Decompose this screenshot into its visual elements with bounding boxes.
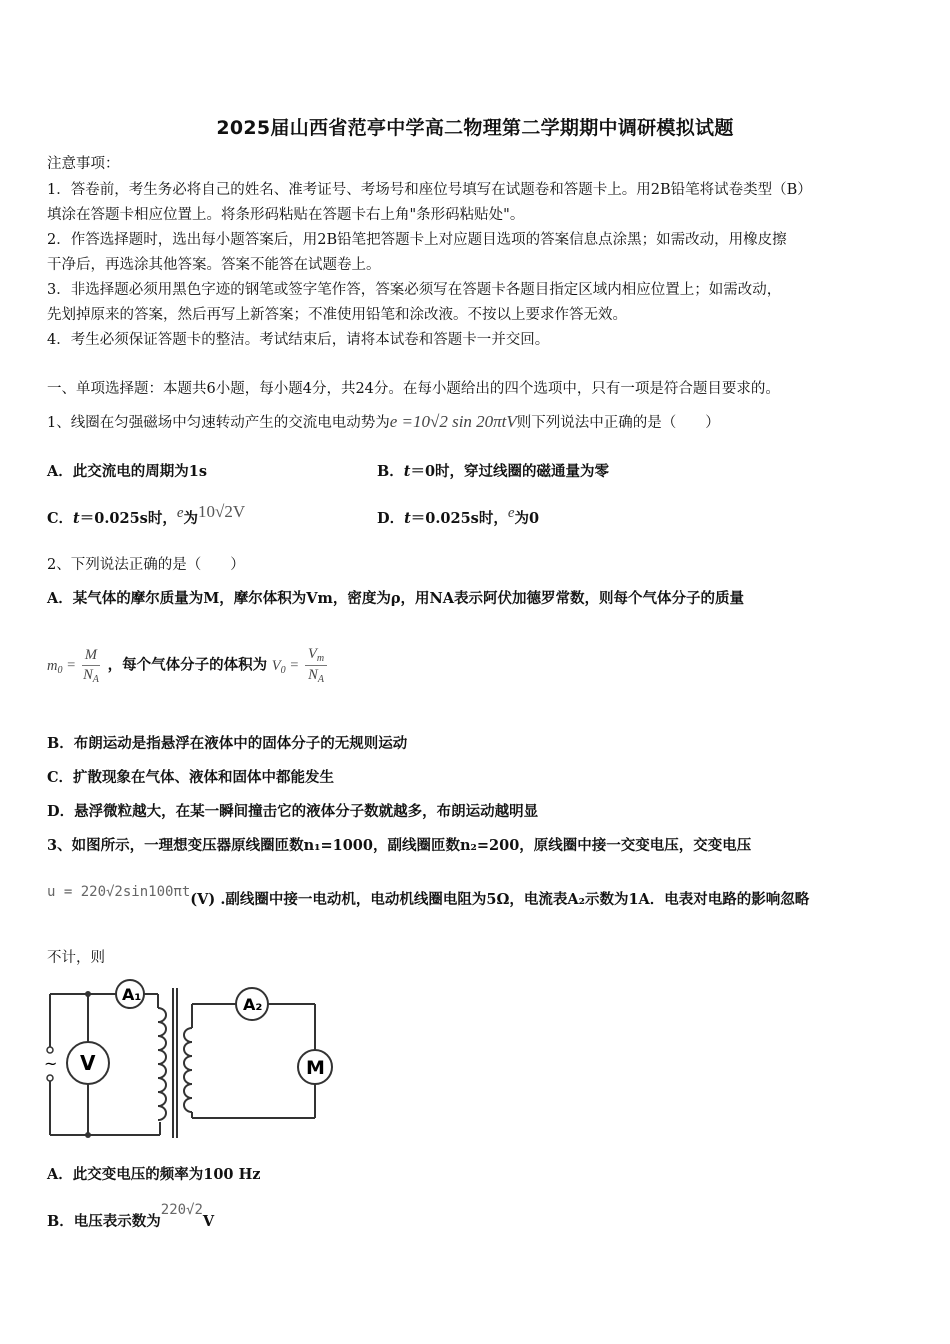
q1-option-d: [377, 507, 539, 528]
question-1-stem: [47, 411, 720, 432]
q1-option-c-var: t: [73, 510, 80, 527]
q2-f1-lhs: $m_0$: [47, 657, 63, 676]
question-3-stem-line2: [47, 884, 810, 909]
q1-option-d-var: t: [404, 510, 411, 527]
q3-formula: u = 220√2sin100πt: [47, 884, 191, 900]
q1-option-c-e: e: [176, 505, 184, 521]
q1-stem-before: 1、线圈在匀强磁场中匀速转动产生的交流电电动势为: [47, 415, 390, 431]
q1-option-d-text: ＝0.025s时，: [410, 510, 508, 527]
notice-line-3: 2．作答选择题时，选出每小题答案后，用2B铅笔把答题卡上对应题目选项的答案信息点涂黑；如需改动，用橡皮擦: [47, 232, 787, 248]
transformer-circuit-diagram: [40, 970, 340, 1145]
question-3-stem-line3: 不计，则: [47, 950, 105, 966]
q2-option-a-line1: A．某气体的摩尔质量为M，摩尔体积为Vm，密度为ρ，用NA表示阿伏加德罗常数，则每个气体分子的质量: [47, 590, 745, 607]
node-top-icon: [85, 991, 91, 997]
q2-option-d: D．悬浮微粒越大，在某一瞬间撞击它的液体分子数就越多，布朗运动越明显: [47, 803, 539, 820]
ammeter-a1-label: A₁: [122, 985, 142, 1004]
q1-stem-after: 则下列说法中正确的是（ ）: [516, 415, 720, 431]
question-3-stem-line1: 3、如图所示，一理想变压器原线圈匝数n₁=1000，副线圈匝数n₂=200，原线圈中接一交变电压，交变电压: [47, 837, 752, 854]
q1-option-c: [47, 502, 246, 528]
q2-option-c: C．扩散现象在气体、液体和固体中都能发生: [47, 769, 335, 786]
q2-f1-fraction: $\frac{M}{N_A}$: [83, 646, 99, 685]
q1-option-b-label: B．: [377, 463, 404, 480]
notice-heading: 注意事项：: [47, 156, 120, 172]
q1-option-d-label: D．: [377, 510, 405, 527]
q2-f2-equals: =: [290, 657, 302, 674]
q1-option-c-text: ＝0.025s时，: [79, 510, 177, 527]
q1-option-d-post: 为0: [514, 510, 540, 527]
notice-line-7: 4．考生必须保证答题卡的整洁。考试结束后，请将本试卷和答题卡一并交回。: [47, 332, 550, 348]
notice-line-5: 3．非选择题必须用黑色字迹的钢笔或签字笔作答，答案必须写在答题卡各题目指定区域内相应位置上；如需改动，: [47, 282, 782, 298]
q3-stem-line2-text: (V) .副线圈中接一电动机，电动机线圈电阻为5Ω，电流表A₂示数为1A．电表对电路的影响忽略: [190, 891, 810, 908]
q3-option-a: A．此交变电压的频率为100 Hz: [47, 1166, 261, 1183]
question-2-stem: 2、下列说法正确的是（ ）: [47, 557, 245, 573]
q1-option-b: [377, 460, 609, 481]
q3-option-b-text: B．电压表示数为: [47, 1213, 161, 1230]
q1-option-d-e: e: [507, 505, 515, 521]
voltmeter-label: V: [80, 1051, 96, 1075]
q1-option-c-for: 为: [183, 510, 198, 527]
terminal-bottom-icon: [47, 1075, 53, 1081]
ac-source-symbol: ~: [44, 1054, 58, 1073]
q2-option-b: B．布朗运动是指悬浮在液体中的固体分子的无规则运动: [47, 735, 408, 752]
q3-option-b: [47, 1202, 215, 1231]
q2-option-a-formulas: [47, 646, 330, 685]
section-heading: 一、单项选择题：本题共6小题，每小题4分，共24分。在每小题给出的四个选项中，只有一项是符合题目要求的。: [47, 381, 780, 397]
q1-option-a: A．此交流电的周期为1s: [47, 463, 208, 480]
page-title: 2025届山西省范亭中学高二物理第二学期期中调研模拟试题: [216, 117, 734, 139]
motor-label: M: [306, 1057, 325, 1079]
q1-option-b-var: t: [403, 463, 411, 480]
notice-line-2: 填涂在答题卡相应位置上。将条形码粘贴在答题卡右上角"条形码粘贴处"。: [47, 207, 525, 223]
q1-option-c-label: C．: [47, 510, 74, 527]
q2-f2-fraction: $\frac{V_m}{N_A}$: [305, 646, 327, 685]
terminal-top-icon: [47, 1047, 53, 1053]
q2-option-a-mid: ，每个气体分子的体积为: [107, 656, 268, 674]
q1-option-b-text: ＝0时，穿过线圈的磁通量为零: [410, 463, 610, 480]
q2-f1-equals: =: [67, 657, 79, 674]
notice-line-1: 1．答卷前，考生务必将自己的姓名、准考证号、考场号和座位号填写在试题卷和答题卡上。用2B铅笔将试卷类型（B）: [47, 182, 812, 198]
q2-f2-lhs: $V_0$: [271, 657, 286, 676]
node-bottom-icon: [85, 1132, 91, 1138]
q1-formula: e =10√2 sin 20πtV: [389, 412, 517, 431]
q3-option-b-unit: V: [202, 1213, 215, 1230]
notice-line-6: 先划掉原来的答案，然后再写上新答案；不准使用铅笔和涂改液。不按以上要求作答无效。: [47, 307, 627, 323]
q3-option-b-formula: 220√2: [160, 1202, 203, 1218]
notice-line-4: 干净后，再选涂其他答案。答案不能答在试题卷上。: [47, 257, 381, 273]
q1-option-c-value: 10√2V: [198, 502, 246, 521]
ammeter-a2-label: A₂: [243, 995, 263, 1014]
